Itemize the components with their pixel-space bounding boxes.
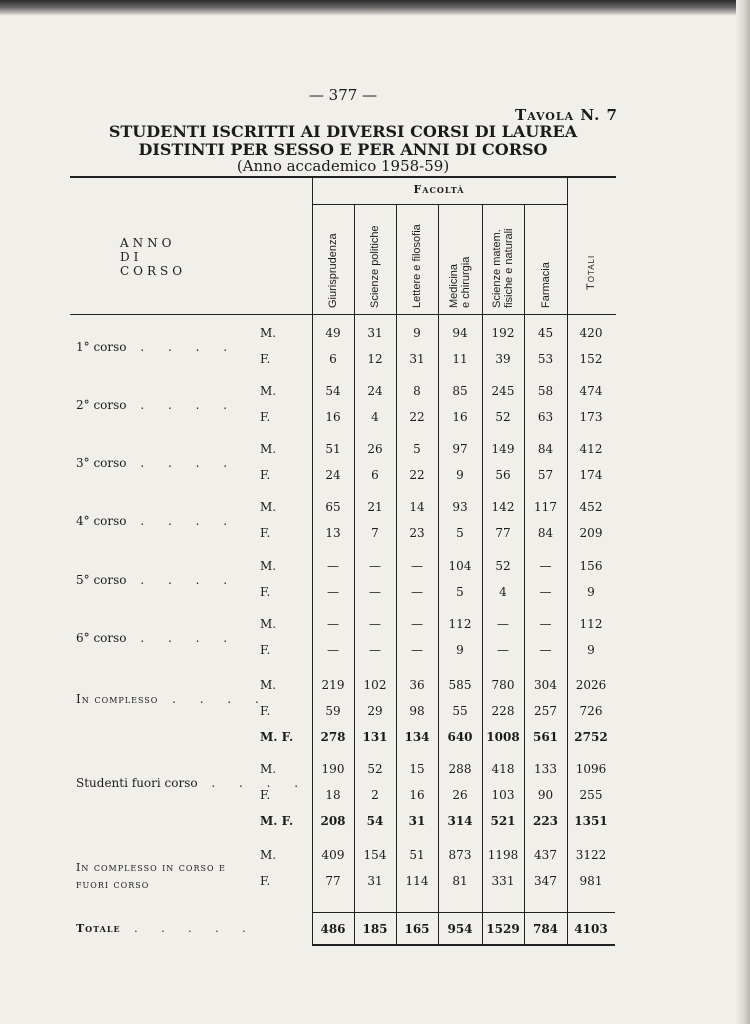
table-cell: 131 [362,730,388,744]
table-cell: 104 [448,559,472,573]
table-cell: 1096 [575,762,607,776]
leader-dots: . . . . [126,340,238,354]
table-cell: — [327,643,339,657]
leader-dots: . . . . [126,398,238,412]
table-cell: 45 [537,326,554,340]
table-cell: — [539,559,552,573]
table-cell: 173 [579,410,603,424]
group-label [76,456,237,470]
table-cell: — [539,617,552,631]
table-cell: 51 [409,848,425,862]
table-cell: 98 [409,704,425,718]
sex-label: M. [260,678,277,692]
table-cell: 24 [325,468,341,482]
table-cell: 52 [495,559,511,573]
table-cell: 209 [579,526,603,540]
table-cell: — [411,617,423,631]
group-label [76,692,269,706]
table-cell: 1008 [486,730,520,744]
table-cell: 36 [409,678,425,692]
table-cell: 3122 [575,848,607,862]
table-cell: 133 [534,762,557,776]
total-cell: 4103 [574,922,608,936]
table-cell: 2 [371,788,379,802]
table-cell: 14 [409,500,425,514]
table-cell: — [369,617,381,631]
rule-header-bottom [70,314,616,315]
leader-dots: . . . . [197,776,309,790]
table-cell: 223 [532,814,559,828]
table-cell: 6 [329,352,337,366]
total-cell: 1529 [486,922,520,936]
table-cell: 84 [537,442,554,456]
table-cell: 58 [537,384,554,398]
table-cell: 314 [447,814,473,828]
group-label [76,340,237,354]
column-header: Scienze matem. [491,229,503,308]
group-label-text: In complesso [76,692,159,706]
table-cell: 452 [579,500,603,514]
table-cell: — [539,585,552,599]
table-cell: 152 [579,352,603,366]
table-cell: 418 [491,762,515,776]
table-cell: 24 [367,384,383,398]
table-cell: 21 [367,500,383,514]
column-header: e chirurgia [460,256,472,308]
table-cell: 304 [534,678,557,692]
sex-label: F. [260,788,271,802]
group-label-text: 6° corso [76,631,127,645]
table-cell: 4 [371,410,379,424]
table-cell: 56 [495,468,511,482]
table-cell: 31 [367,326,383,340]
table-cell: 18 [325,788,341,802]
table-cell: 55 [452,704,468,718]
group-label-text: Studenti fuori corso [76,776,198,790]
title-line-1: STUDENTI ISCRITTI AI DIVERSI CORSI DI LAUREA [108,122,578,141]
table-cell: — [497,617,509,631]
table-cell: — [411,643,423,657]
table-cell: 134 [404,730,430,744]
table-cell: 409 [321,848,345,862]
vline-2 [396,204,397,944]
table-cell: 873 [448,848,472,862]
sex-label: F. [260,526,271,540]
rule-faculty [312,204,567,205]
table-cell: — [369,643,381,657]
total-cell: 954 [447,922,473,936]
table-cell: 52 [495,410,511,424]
table-cell: 54 [325,384,341,398]
table-cell: 22 [409,410,425,424]
sex-label: M. [260,559,277,573]
table-cell: 154 [363,848,387,862]
group-label [76,573,237,587]
table-cell: 561 [532,730,559,744]
table-cell: 12 [367,352,383,366]
total-cell: 486 [320,922,346,936]
column-header: Farmacia [539,262,552,308]
leader-dots: . . . . [126,456,238,470]
table-cell: 31 [409,352,425,366]
column-header: Scienze politiche [369,225,381,308]
sex-label: M. [260,442,277,456]
sex-label: M. F. [260,814,294,828]
vline-4 [482,204,483,944]
table-cell: — [327,585,339,599]
table-cell: 94 [452,326,468,340]
table-cell: 51 [325,442,341,456]
table-cell: 52 [367,762,383,776]
group-label-text: 4° corso [76,514,127,528]
table-cell: 2026 [575,678,607,692]
sex-label: M. [260,500,277,514]
leader-dots: . . . . [126,514,238,528]
table-cell: 174 [579,468,603,482]
table-cell: 331 [491,874,515,888]
title-line-3: (Anno accademico 1958-59) [236,157,450,175]
column-header: Medicina [448,263,460,308]
table-cell: 49 [325,326,341,340]
table-cell: 156 [579,559,603,573]
table-cell: 726 [579,704,603,718]
group-label: In complesso in corso e [76,861,226,874]
table-cell: 54 [366,814,384,828]
table-cell: — [497,643,509,657]
scan-edge-top [0,0,750,16]
table-cell: 103 [491,788,515,802]
row-header: ANNO DI CORSO [120,236,187,278]
title-line-2: DISTINTI PER SESSO E PER ANNI DI CORSO [138,140,548,159]
table-cell: 278 [320,730,346,744]
table-cell: 16 [325,410,341,424]
table-cell: 255 [579,788,603,802]
table-cell: 15 [409,762,425,776]
table-cell: 5 [456,526,464,540]
column-header: fisiche e naturali [503,228,515,308]
table-cell: 65 [325,500,341,514]
table-cell: 1198 [487,848,519,862]
sex-label: F. [260,585,271,599]
group-label-text: 2° corso [76,398,127,412]
table-cell: 149 [491,442,515,456]
sex-label: F. [260,874,271,888]
table-label: Tavola N. 7 [515,106,618,124]
table-cell: 11 [452,352,468,366]
group-label [76,631,237,645]
scan-edge-right [736,0,750,1024]
table-cell: — [411,585,423,599]
table-cell: 190 [321,762,345,776]
total-cell: 165 [404,922,430,936]
vline-6 [567,178,568,944]
table-cell: 16 [409,788,425,802]
table-cell: 31 [408,814,426,828]
table-cell: 90 [537,788,554,802]
table-cell: 4 [499,585,507,599]
table-cell: 474 [579,384,603,398]
sex-label: M. F. [260,730,294,744]
table-cell: 8 [413,384,421,398]
table-cell: 59 [325,704,341,718]
group-label-text: 1° corso [76,340,127,354]
total-label-text: Totale [76,922,121,935]
table-cell: 117 [534,500,557,514]
leader-dots: . . . . [126,631,238,645]
table-cell: 142 [491,500,515,514]
table-cell: 9 [456,643,464,657]
table-cell: 219 [321,678,345,692]
table-cell: 192 [491,326,515,340]
table-cell: — [369,559,381,573]
table-cell: 420 [579,326,603,340]
table-cell: 5 [413,442,421,456]
vline-5 [524,204,525,944]
table-cell: 5 [456,585,464,599]
table-cell: 2752 [574,730,608,744]
group-label [76,514,237,528]
table-cell: — [411,559,423,573]
table-cell: 780 [491,678,515,692]
table-cell: 84 [537,526,554,540]
rule-bottom [312,944,615,946]
group-label: fuori corso [76,878,150,891]
table-cell: 9 [587,585,595,599]
table-cell: — [539,643,552,657]
table-cell: 53 [537,352,554,366]
sex-label: F. [260,352,271,366]
table-cell: 112 [579,617,603,631]
total-cell: 784 [532,922,559,936]
table-cell: 97 [452,442,468,456]
table-cell: 22 [409,468,425,482]
rule-top [70,176,616,178]
table-cell: 39 [495,352,511,366]
table-cell: 585 [448,678,472,692]
table-cell: 981 [579,874,603,888]
column-header: Giurisprudenza [327,233,339,308]
table-cell: 9 [413,326,421,340]
table-cell: 16 [452,410,468,424]
table-cell: 1351 [574,814,608,828]
sex-label: F. [260,468,271,482]
table-cell: 93 [452,500,468,514]
sex-label: M. [260,762,277,776]
table-cell: 521 [490,814,516,828]
table-cell: 102 [363,678,387,692]
leader-dots: . . . . [158,692,269,706]
vline-3 [438,204,439,944]
table-cell: 77 [325,874,341,888]
table-cell: 63 [537,410,554,424]
table-cell: 26 [452,788,468,802]
column-header: Lettere e filosofia [411,224,423,308]
table-cell: — [327,617,339,631]
sex-label: M. [260,617,277,631]
group-label [76,398,237,412]
sex-label: M. [260,326,277,340]
table-cell: 288 [448,762,472,776]
table-cell: 13 [325,526,341,540]
total-label [76,922,256,935]
table-cell: 9 [587,643,595,657]
column-header: Totali [585,254,597,290]
table-cell: 228 [491,704,515,718]
table-cell: 208 [320,814,346,828]
sex-label: F. [260,643,271,657]
total-cell: 185 [362,922,388,936]
table-cell: 57 [537,468,554,482]
table-cell: 7 [371,526,379,540]
table-cell: 257 [534,704,557,718]
rule-total-top [312,912,615,913]
table-cell: 245 [491,384,515,398]
page-number: — 377 — [308,86,378,104]
table-cell: 85 [452,384,468,398]
leader-dots: . . . . [126,573,238,587]
table-cell: 437 [534,848,557,862]
table-cell: 29 [367,704,383,718]
table-cell: 23 [409,526,425,540]
table-cell: 640 [447,730,473,744]
table-cell: 31 [367,874,383,888]
table-cell: — [327,559,339,573]
table-cell: 77 [495,526,511,540]
table-cell: 9 [456,468,464,482]
sex-label: F. [260,704,271,718]
table-cell: 347 [534,874,557,888]
table-cell: 112 [448,617,472,631]
table-cell: 6 [371,468,379,482]
table-cell: 26 [367,442,383,456]
leader-dots: . . . . . [120,922,256,935]
vline-1 [354,204,355,944]
sex-label: M. [260,848,277,862]
sex-label: M. [260,384,277,398]
group-label-text: 5° corso [76,573,127,587]
table-cell: 114 [405,874,429,888]
table-cell: — [369,585,381,599]
table-cell: 81 [452,874,468,888]
table-cell: 412 [579,442,603,456]
sex-label: F. [260,410,271,424]
group-label-text: 3° corso [76,456,127,470]
group-header: Facoltà [413,183,465,196]
